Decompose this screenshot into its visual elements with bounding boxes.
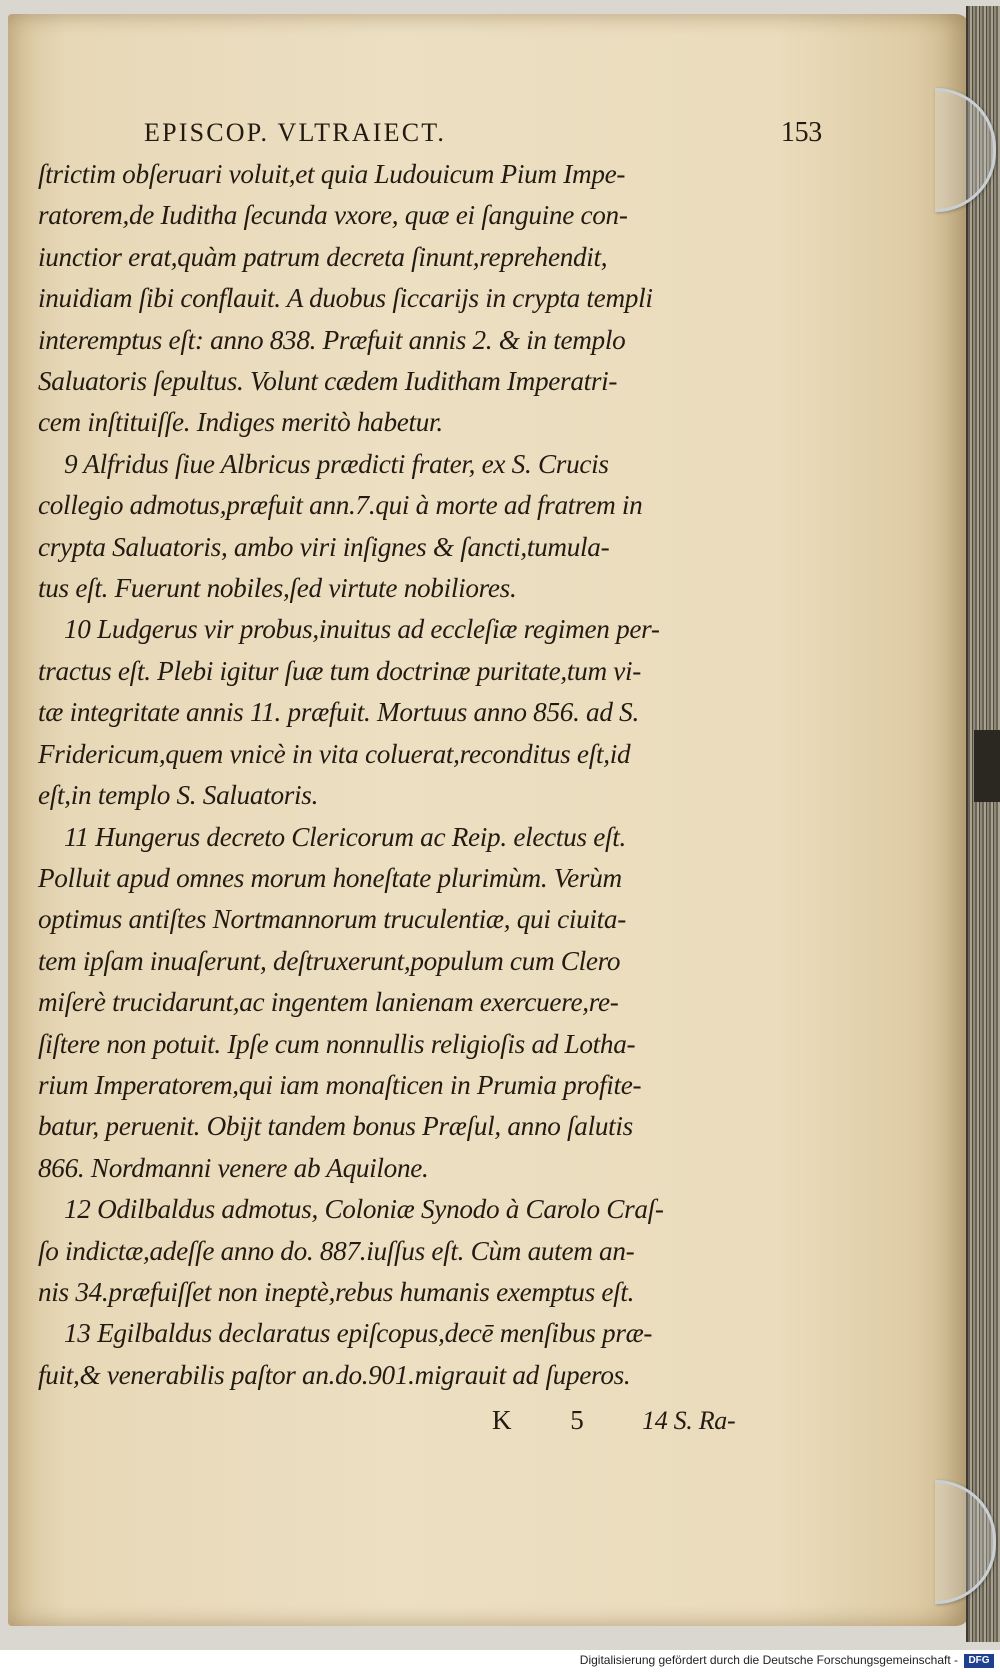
- text-line: nis 34.præfuiſſet non ineptè,rebus humanis exemptus eſt.: [38, 1276, 635, 1307]
- catchword: 14 S. Ra-: [642, 1406, 736, 1436]
- text-line: tæ integritate annis 11. præfuit. Mortuus anno 856. ad S.: [38, 697, 639, 728]
- text-line: ſo indictæ,adeſſe anno do. 887.iuſſus eſt. Cùm autem an-: [38, 1235, 635, 1266]
- text-line: ſtrictim obſeruari voluit,et quia Ludouicum Pium Impe-: [38, 159, 626, 189]
- page-number: 153: [780, 117, 822, 148]
- text-line: ratorem,de Iuditha ſecunda vxore, quæ ei ſanguine con-: [38, 200, 628, 231]
- text-line: ſiſtere non potuit. Ipſe cum nonnullis religioſis ad Lotha-: [38, 1028, 636, 1059]
- text-line: 13 Egilbaldus declaratus epiſcopus,decē menſibus præ-: [64, 1318, 653, 1349]
- text-line: optimus antiſtes Nortmannorum truculentiæ, qui ciuita-: [38, 904, 626, 935]
- text-line: cem inſtituiſſe. Indiges meritò habetur.: [38, 407, 443, 438]
- text-line: 9 Alfridus ſiue Albricus prædicti frater, ex S. Crucis: [64, 448, 609, 479]
- bookmark-ribbon: [974, 730, 1000, 802]
- running-title: EPISCOP. VLTRAIECT.: [144, 118, 447, 147]
- text-line: 866. Nordmanni venere ab Aquilone.: [38, 1152, 429, 1183]
- text-line: 12 Odilbaldus admotus, Coloniæ Synodo à Carolo Craſ-: [64, 1194, 664, 1225]
- text-line: iunctior erat,quàm patrum decreta ſinunt,reprehendit,: [38, 241, 608, 272]
- text-line: rium Imperatorem,qui iam monaſticen in Prumia profite-: [38, 1069, 642, 1100]
- text-line: inuidiam ſibi conflauit. A duobus ſiccarijs in crypta templi: [38, 283, 653, 314]
- page-edge-stack: [966, 6, 1000, 1642]
- text-line: fuit,& venerabilis paſtor an.do.901.migrauit ad ſuperos.: [38, 1359, 631, 1390]
- dfg-logo: DFG: [964, 1654, 994, 1668]
- text-line: Saluatoris ſepultus. Volunt cædem Iuditham Imperatri-: [38, 366, 618, 397]
- text-line: Fridericum,quem vnicè in vita coluerat,reconditus eſt,id: [38, 738, 631, 769]
- text-line: collegio admotus,præfuit ann.7.qui à morte ad fratrem in: [38, 490, 643, 521]
- text-line: Polluit apud omnes morum honeſtate plurimùm. Verùm: [38, 862, 622, 893]
- text-line: tractus eſt. Plebi igitur ſuæ tum doctrinæ puritate,tum vi-: [38, 655, 642, 686]
- text-line: tus eſt. Fuerunt nobiles,ſed virtute nobiliores.: [38, 573, 517, 604]
- body-text: [38, 154, 818, 1396]
- text-line: batur, peruenit. Obijt tandem bonus Præſul, anno ſalutis: [38, 1111, 633, 1142]
- text-line: eſt,in templo S. Saluatoris.: [38, 780, 319, 811]
- text-line: crypta Saluatoris, ambo viri inſignes & ſancti,tumula-: [38, 531, 610, 562]
- digitization-footer: [0, 1650, 1000, 1672]
- text-line: 11 Hungerus decreto Clericorum ac Reip. electus eſt.: [64, 821, 626, 852]
- page-text: [38, 112, 822, 1444]
- signature-mark: K 5: [492, 1405, 610, 1436]
- page-foot: [38, 1400, 818, 1444]
- funding-note: Digitalisierung gefördert durch die Deutsche Forschungsgemeinschaft -: [579, 1653, 958, 1667]
- text-line: 10 Ludgerus vir probus,inuitus ad eccleſiæ regimen per-: [64, 614, 660, 645]
- text-line: tem ipſam inuaſerunt, deſtruxerunt,populum cum Clero: [38, 945, 621, 976]
- text-line: miſerè trucidarunt,ac ingentem lanienam exercuere,re-: [38, 987, 619, 1018]
- running-head: [38, 112, 822, 154]
- text-line: interemptus eſt: anno 838. Præfuit annis 2. & in templo: [38, 324, 626, 355]
